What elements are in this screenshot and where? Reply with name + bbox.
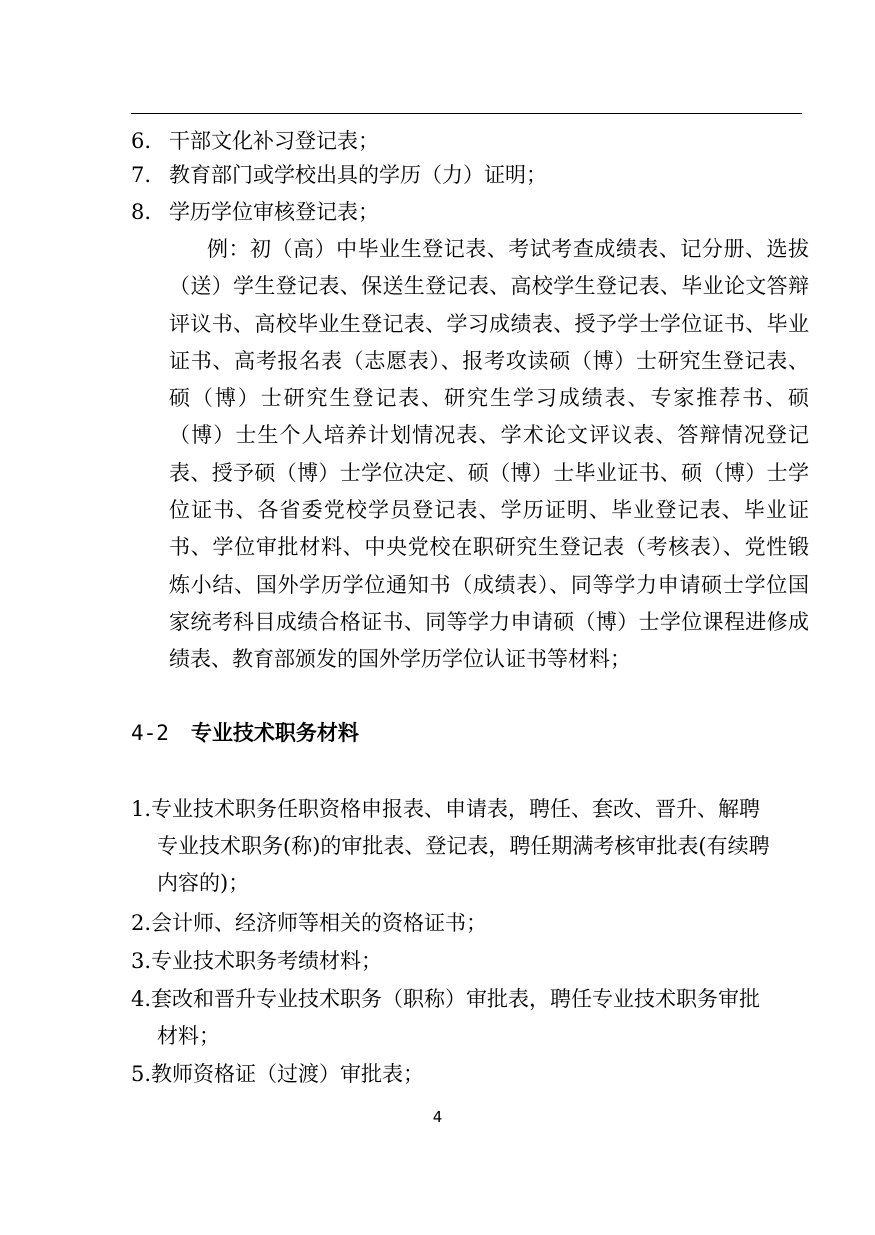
item-text: 干部文化补习登记表； — [169, 129, 379, 153]
list-item — [131, 157, 811, 194]
list-item — [131, 905, 809, 942]
item-line: 内容的)； — [157, 871, 250, 895]
item-line: 专业技术职务任职资格申报表、申请表，聘任、套改、晋升、解聘 — [151, 797, 761, 821]
item-number: 3. — [131, 949, 152, 973]
item-number: 5. — [131, 1062, 152, 1086]
section-number: 4-2 — [131, 721, 169, 745]
item-text: 教育部门或学校出具的学历（力）证明； — [169, 163, 547, 187]
list-item — [131, 123, 811, 160]
item-number: 8. — [131, 200, 152, 224]
item-line: 材料； — [157, 1024, 220, 1048]
item-number: 1. — [131, 797, 152, 821]
item-number: 4. — [131, 987, 152, 1011]
example-paragraph: 例：初（高）中毕业生登记表、考试考查成绩表、记分册、选拔（送）学生登记表、保送生登记表、高校学生登记表、毕业论文答辩评议书、高校毕业生登记表、学习成绩表、授予学士学位证书、毕业证书、高考报名表（志愿表）、报考攻读硕（博）士研究生登记表、硕（博）士研究生登记表、研究生学习成绩表、专家推荐书、硕（博）士生个人培养计划情况表、学术论文评议表、答辩情况登记表、授予硕（博）士学位决定、硕（博）士毕业证书、硕（博）士学位证书、各省委党校学员登记表、学历证明、毕业登记表、毕业证书、学位审批材料、中央党校在职研究生登记表（考核表）、党性锻炼小结、国外学历学位通知书（成绩表）、同等学力申请硕士学位国家统考科目成绩合格证书、同等学力申请硕（博）士学位课程进修成绩表、教育部颁发的国外学历学位认证书等材料； — [169, 237, 809, 672]
section-heading — [131, 714, 359, 752]
list-item — [131, 1056, 809, 1093]
header-rule — [131, 113, 802, 114]
list-item — [131, 791, 809, 902]
section-title: 专业技术职务材料 — [190, 720, 359, 745]
item-number: 6. — [131, 129, 152, 153]
item-line: 教师资格证（过渡）审批表； — [151, 1062, 425, 1086]
page-number: 4 — [432, 1108, 443, 1126]
item-number: 7. — [131, 163, 152, 187]
list-item — [131, 943, 809, 980]
item-text: 学历学位审核登记表； — [169, 200, 379, 224]
item-line: 专业技术职务(称)的审批表、登记表，聘任期满考核审批表(有续聘 — [157, 834, 770, 858]
list-item — [131, 194, 811, 231]
item-line: 会计师、经济师等相关的资格证书； — [151, 911, 488, 935]
item-number: 2. — [131, 911, 152, 935]
list-item — [131, 981, 809, 1055]
item-line: 套改和晋升专业技术职务（职称）审批表，聘任专业技术职务审批 — [151, 987, 761, 1011]
item-line: 专业技术职务考绩材料； — [151, 949, 383, 973]
